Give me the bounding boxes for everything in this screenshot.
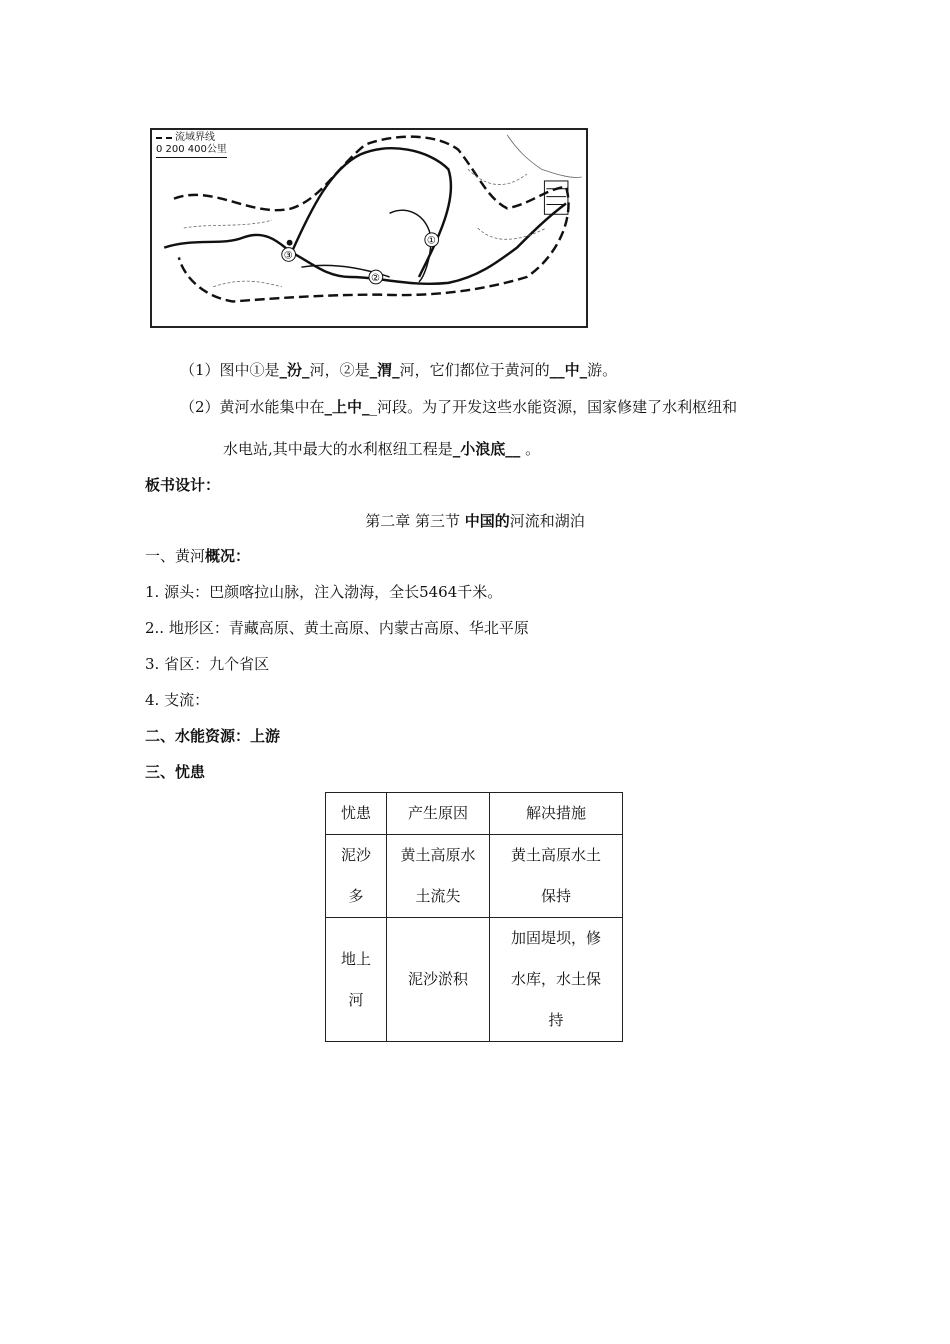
province-lines (184, 169, 547, 287)
section-2-heading: 二、水能资源：上游 (145, 727, 281, 745)
marker-1: ① (426, 235, 436, 247)
section-1-item-3: 3. 省区：九个省区 (145, 655, 270, 673)
tributary-fen (390, 210, 431, 282)
answer-fen: _汾_ (279, 361, 310, 379)
question-2-line-1: （2）黄河水能集中在_上中__河段。为了开发这些水能资源，国家修建了水利枢纽和 (180, 398, 738, 416)
table-cell: 加固堤坝，修 水库，水土保 持 (490, 918, 623, 1042)
problems-table (325, 792, 623, 1042)
marker-2: ② (370, 272, 380, 284)
table-cell: 黄土高原水 土流失 (387, 835, 490, 918)
answer-shangzhong: _上中_ (324, 398, 370, 416)
marker-3: ③ (283, 250, 293, 262)
legend-boundary-label: 流域界线 (175, 132, 215, 143)
section-1-heading: 一、黄河概况： (145, 547, 251, 565)
section-1-item-1: 1. 源头：巴颜喀拉山脉，注入渤海，全长5464千米。 (145, 583, 503, 601)
map-drawing (152, 130, 586, 326)
header-cell: 解决措施 (490, 793, 623, 835)
coast-lines (507, 135, 581, 178)
boundary-line-symbol (156, 137, 172, 139)
table-cell: 地上 河 (326, 918, 387, 1042)
river-basin-map (150, 128, 588, 328)
question-1: （1）图中①是_汾_河，②是_渭_河，它们都位于黄河的__中_游。 (180, 361, 618, 379)
yellow-river-main (164, 204, 566, 284)
answer-zhong: __中_ (549, 361, 588, 379)
answer-wei: _渭_ (369, 361, 400, 379)
table-cell: 黄土高原水土 保持 (490, 835, 623, 918)
header-cell: 产生原因 (387, 793, 490, 835)
section-3-heading: 三、忧患 (145, 763, 206, 781)
table-row (326, 918, 623, 1042)
map-legend (156, 132, 227, 158)
section-1-item-4: 4. 支流： (145, 691, 210, 709)
section-1-item-2: 2.. 地形区：青藏高原、黄土高原、内蒙古高原、华北平原 (145, 619, 529, 637)
yellow-river-loop (292, 148, 451, 277)
board-title: 第二章 第三节 中国的河流和湖泊 (365, 512, 585, 530)
legend-scale: 0 200 400公里 (156, 144, 227, 158)
table-header-row (326, 793, 623, 835)
answer-xiaolangdi: _小浪底__ (452, 440, 521, 458)
table-cell: 泥沙 多 (326, 835, 387, 918)
city-dot (287, 240, 293, 246)
table-cell: 泥沙淤积 (387, 918, 490, 1042)
question-2-line-2: 水电站,其中最大的水利枢纽工程是_小浪底__ 。 (223, 440, 541, 458)
board-design-label: 板书设计： (145, 476, 221, 494)
estuary-box (544, 181, 568, 214)
table-row (326, 835, 623, 918)
header-cell: 忧患 (326, 793, 387, 835)
